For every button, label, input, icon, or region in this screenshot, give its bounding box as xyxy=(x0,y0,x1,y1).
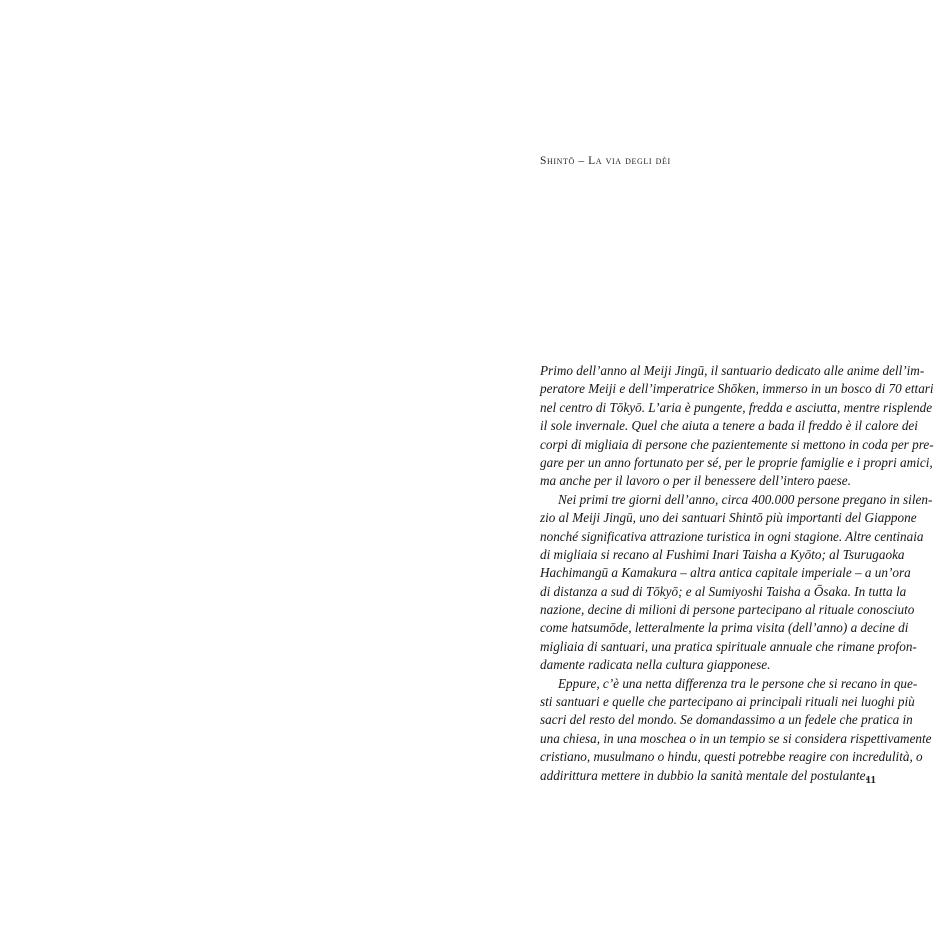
text-line: nazione, decine di milioni di persone partecipano al rituale conosciuto xyxy=(540,602,915,618)
text-line: il sole invernale. Quel che aiuta a tenere a bada il freddo è il calore dei xyxy=(540,418,918,434)
text-line: peratore Meiji e dell’imperatrice Shōken, immerso in un bosco di 70 ettari xyxy=(540,381,934,397)
text-line: damente radicata nella cultura giapponese. xyxy=(540,657,771,673)
page-number: 11 xyxy=(865,774,876,786)
text-line: corpi di migliaia di persone che pazientemente si mettono in coda per pre- xyxy=(540,436,934,452)
text-line: ma anche per il lavoro o per il benessere dell’intero paese. xyxy=(540,473,851,489)
running-head: Shintō – La via degli dèi xyxy=(540,155,671,167)
text-line: di migliaia si recano al Fushimi Inari Taisha a Kyōto; al Tsurugaoka xyxy=(540,546,905,562)
text-line: Primo dell’anno al Meiji Jingū, il santuario dedicato alle anime dell’im- xyxy=(540,363,925,378)
text-line: come hatsumōde, letteralmente la prima visita (dell’anno) a decine di xyxy=(540,620,909,636)
text-line: di distanza a sud di Tōkyō; e al Sumiyoshi Taisha a Ōsaka. In tutta la xyxy=(540,583,907,599)
text-line: sacri del resto del mondo. Se domandassimo a un fedele che pratica in xyxy=(540,712,913,728)
text-line: migliaia di santuari, una pratica spirituale annuale che rimane profon- xyxy=(540,638,917,654)
text-line: nel centro di Tōkyō. L’aria è pungente, fredda e asciutta, mentre risplende xyxy=(540,399,933,415)
text-line: Eppure, c’è una netta differenza tra le persone che si recano in que- xyxy=(558,675,918,691)
text-line: sti santuari e quelle che partecipano ai principali rituali nei luoghi più xyxy=(540,694,915,710)
text-line: nonché significativa attrazione turistica in ogni stagione. Altre centinaia xyxy=(540,528,924,544)
text-line: Nei primi tre giorni dell’anno, circa 400.000 persone pregano in silen- xyxy=(558,491,933,507)
text-line: una chiesa, in una moschea o in un tempio se si considera rispettivamente xyxy=(540,730,932,746)
body-text xyxy=(540,362,934,785)
text-line: addirittura mettere in dubbio la sanità mentale del postulante. xyxy=(540,767,869,783)
text-line: cristiano, musulmano o hindu, questi potrebbe reagire con incredulità, o xyxy=(540,749,923,765)
text-line: gare per un anno fortunato per sé, per le proprie famiglie e i propri amici, xyxy=(540,454,933,470)
text-line: zio al Meiji Jingū, uno dei santuari Shintō più importanti del Giappone xyxy=(540,510,917,526)
text-line: Hachimangū a Kamakura – altra antica capitale imperiale – a un’ora xyxy=(540,565,911,581)
